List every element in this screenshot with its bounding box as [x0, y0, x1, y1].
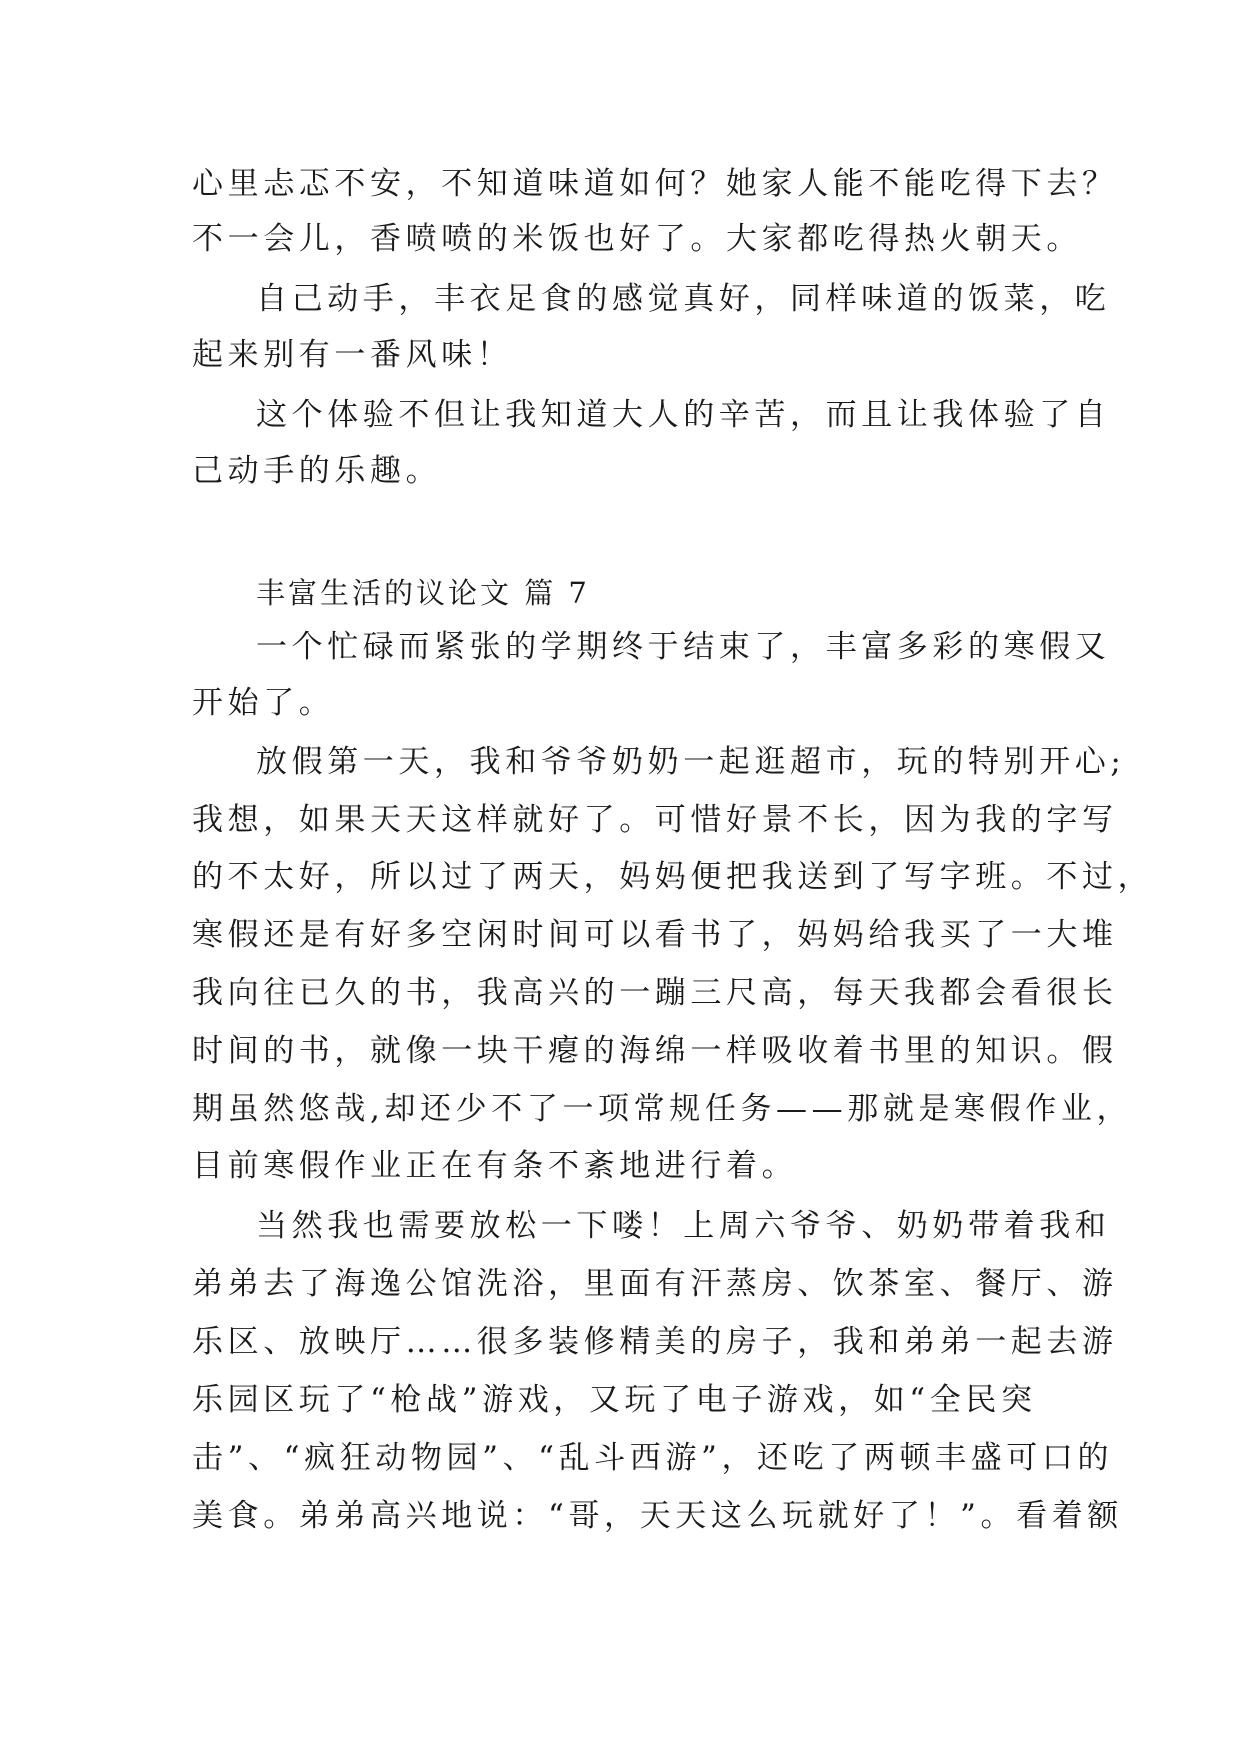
paragraph-line: 目前寒假作业正在有条不紊地进行着。	[192, 1148, 798, 1184]
paragraph-line: 这个体验不但让我知道大人的辛苦，而且让我体验了自	[256, 397, 1111, 433]
paragraph-line: 心里忐忑不安，不知道味道如何？她家人能不能吃得下去？	[192, 166, 1118, 202]
paragraph-line: 一个忙碌而紧张的学期终于结束了，丰富多彩的寒假又	[256, 629, 1111, 665]
paragraph-line: 我想，如果天天这样就好了。可惜好景不长，因为我的字写	[192, 802, 1118, 838]
paragraph-line: 起来别有一番风味！	[192, 337, 513, 373]
paragraph-line: 自己动手，丰衣足食的感觉真好，同样味道的饭菜，吃	[256, 281, 1111, 317]
paragraph-line: 乐园区玩了“枪战”游戏，又玩了电子游戏，如“全民突	[192, 1382, 1037, 1418]
paragraph-line: 的不太好，所以过了两天，妈妈便把我送到了写字班。不过，	[192, 859, 1154, 895]
paragraph-line: 不一会儿，香喷喷的米饭也好了。大家都吃得热火朝天。	[192, 221, 1082, 257]
paragraph-line: 弟弟去了海逸公馆洗浴，里面有汗蒸房、饮茶室、餐厅、游	[192, 1266, 1118, 1302]
paragraph-line: 时间的书，就像一块干瘪的海绵一样吸收着书里的知识。假	[192, 1033, 1118, 1069]
article-heading: 丰富生活的议论文 篇 7	[256, 576, 590, 610]
paragraph-line: 己动手的乐趣。	[192, 453, 442, 489]
paragraph-line: 乐区、放映厅……很多装修精美的房子，我和弟弟一起去游	[192, 1324, 1118, 1360]
paragraph-line: 当然我也需要放松一下喽！上周六爷爷、奶奶带着我和	[256, 1208, 1111, 1244]
paragraph-line: 我向往已久的书，我高兴的一蹦三尺高，每天我都会看很长	[192, 975, 1118, 1011]
paragraph-line: 美食。弟弟高兴地说：“哥，天天这么玩就好了！”。看着额	[192, 1498, 1123, 1534]
paragraph-line: 击”、“疯狂动物园”、“乱斗西游”，还吃了两顿丰盛可口的	[192, 1440, 1114, 1476]
paragraph-line: 期虽然悠哉,却还少不了一项常规任务——那就是寒假作业，	[192, 1091, 1133, 1127]
paragraph-line: 开始了。	[192, 685, 335, 721]
paragraph-line: 放假第一天，我和爷爷奶奶一起逛超市，玩的特别开心;	[256, 744, 1126, 780]
paragraph-line: 寒假还是有好多空闲时间可以看书了，妈妈给我买了一大堆	[192, 917, 1118, 953]
